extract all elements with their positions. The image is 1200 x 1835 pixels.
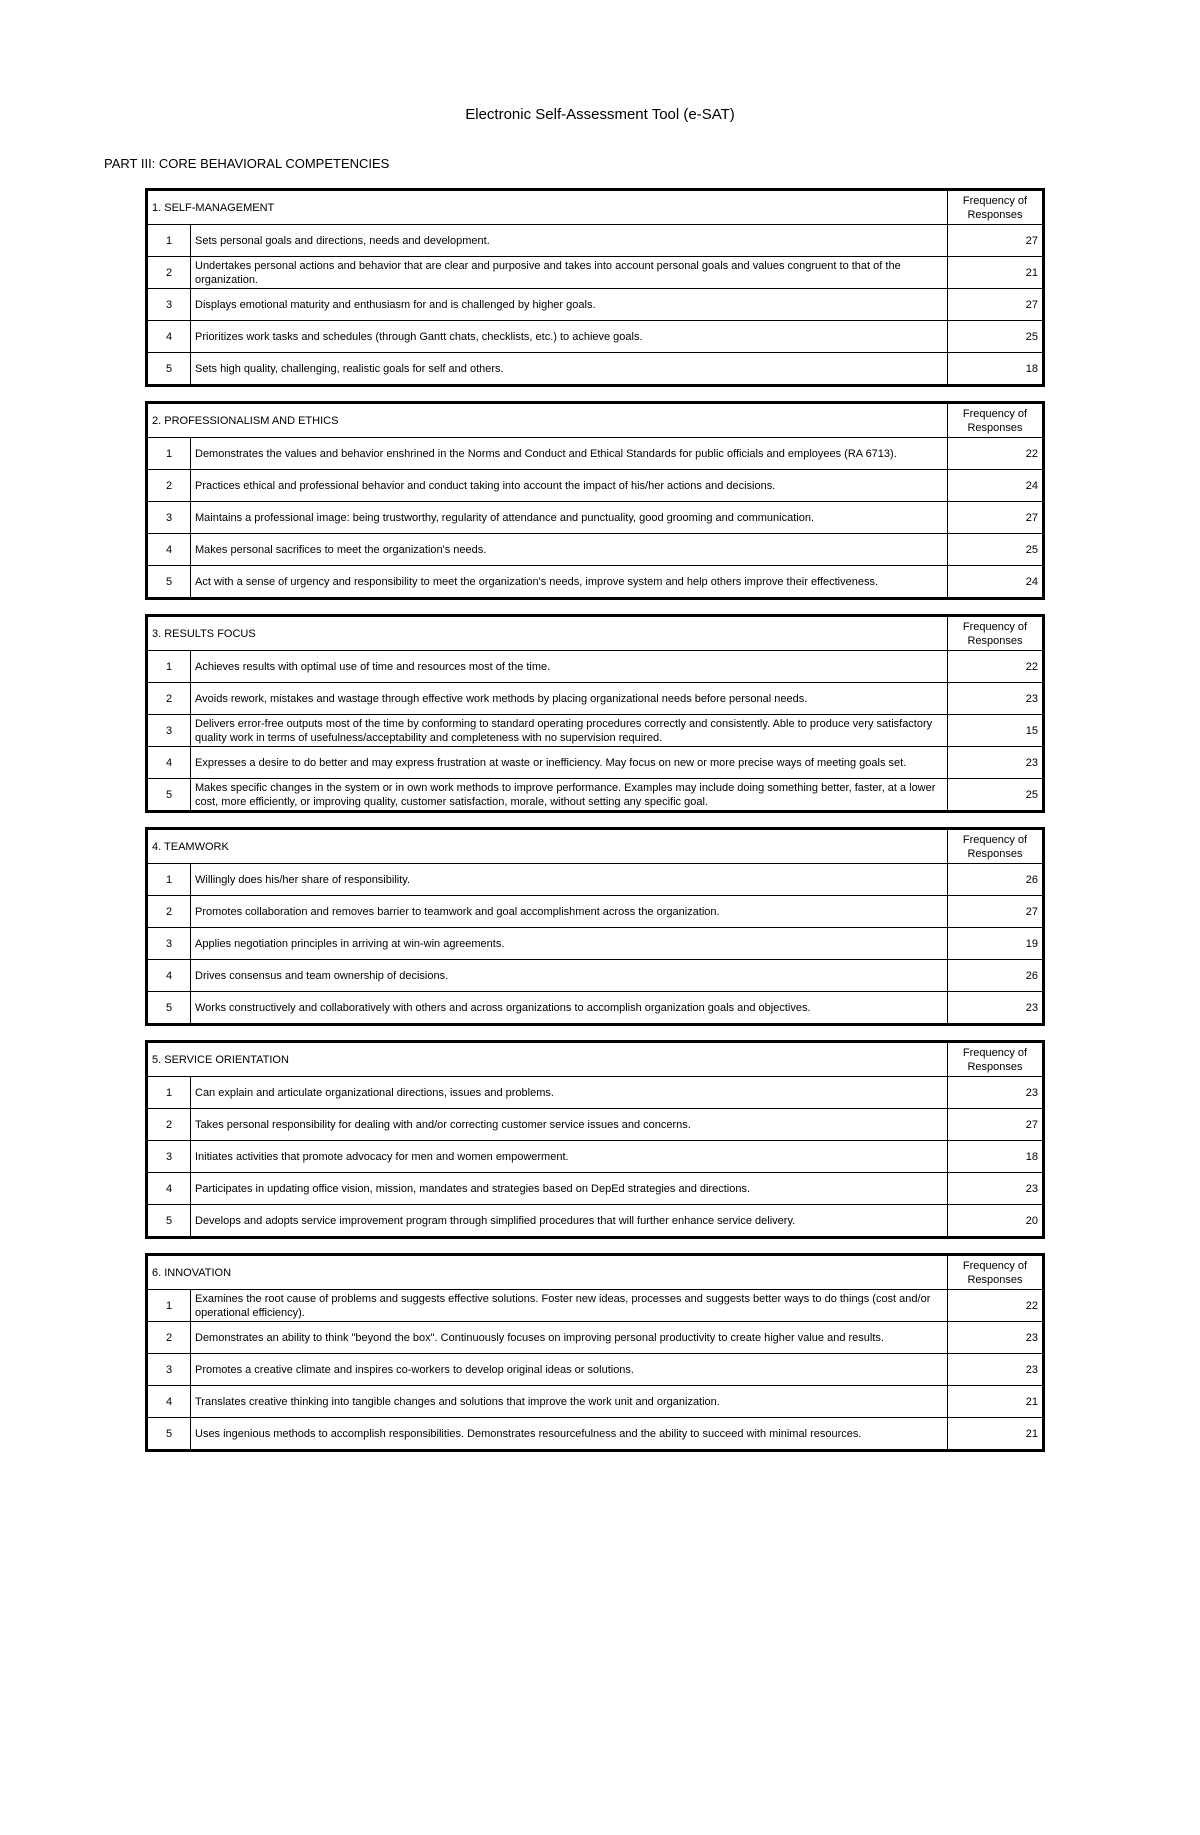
table-row	[147, 1077, 1044, 1109]
section-header-row	[147, 190, 1044, 225]
frequency-value: 23	[948, 1354, 1044, 1386]
item-number: 3	[147, 715, 191, 747]
item-statement: Takes personal responsibility for dealing with and/or correcting customer service issues and concerns.	[191, 1109, 948, 1141]
table-row	[147, 438, 1044, 470]
item-statement: Initiates activities that promote advocacy for men and women empowerment.	[191, 1141, 948, 1173]
item-statement: Displays emotional maturity and enthusiasm for and is challenged by higher goals.	[191, 289, 948, 321]
table-row	[147, 353, 1044, 386]
part-title: PART III: CORE BEHAVIORAL COMPETENCIES	[104, 156, 390, 171]
frequency-value: 18	[948, 1141, 1044, 1173]
frequency-value: 26	[948, 864, 1044, 896]
table-row	[147, 896, 1044, 928]
item-statement: Delivers error-free outputs most of the time by conforming to standard operating procedures correctly and consistently. Able to produce very satisfactory quality work in terms of usefulness/acceptability and completeness with no supervision required.	[191, 715, 948, 747]
competency-table	[145, 1253, 1045, 1452]
table-row	[147, 960, 1044, 992]
item-statement: Sets personal goals and directions, needs and development.	[191, 225, 948, 257]
frequency-header: Frequency of Responses	[948, 190, 1044, 225]
item-number: 4	[147, 321, 191, 353]
section-header-row	[147, 616, 1044, 651]
frequency-value: 23	[948, 1322, 1044, 1354]
table-row	[147, 1418, 1044, 1451]
item-number: 4	[147, 1173, 191, 1205]
item-statement: Applies negotiation principles in arriving at win-win agreements.	[191, 928, 948, 960]
item-number: 5	[147, 353, 191, 386]
item-number: 5	[147, 1205, 191, 1238]
section-header-row	[147, 829, 1044, 864]
item-number: 3	[147, 289, 191, 321]
table-row	[147, 289, 1044, 321]
item-statement: Makes personal sacrifices to meet the organization's needs.	[191, 534, 948, 566]
table-row	[147, 1290, 1044, 1322]
frequency-value: 27	[948, 502, 1044, 534]
item-statement: Participates in updating office vision, mission, mandates and strategies based on DepEd strategies and directions.	[191, 1173, 948, 1205]
item-statement: Sets high quality, challenging, realistic goals for self and others.	[191, 353, 948, 386]
item-number: 2	[147, 1322, 191, 1354]
item-statement: Willingly does his/her share of responsibility.	[191, 864, 948, 896]
item-number: 5	[147, 992, 191, 1025]
frequency-header: Frequency of Responses	[948, 1042, 1044, 1077]
frequency-value: 20	[948, 1205, 1044, 1238]
frequency-value: 25	[948, 779, 1044, 812]
frequency-header: Frequency of Responses	[948, 616, 1044, 651]
section-title: 3. RESULTS FOCUS	[147, 616, 948, 651]
frequency-value: 22	[948, 438, 1044, 470]
competency-sections	[145, 188, 1042, 1466]
item-number: 2	[147, 896, 191, 928]
item-number: 5	[147, 566, 191, 599]
item-number: 2	[147, 1109, 191, 1141]
competency-table	[145, 1040, 1045, 1239]
frequency-header: Frequency of Responses	[948, 829, 1044, 864]
item-statement: Works constructively and collaboratively with others and across organizations to accomplish organization goals and objectives.	[191, 992, 948, 1025]
frequency-value: 21	[948, 1386, 1044, 1418]
item-number: 4	[147, 1386, 191, 1418]
frequency-value: 23	[948, 683, 1044, 715]
frequency-value: 21	[948, 257, 1044, 289]
item-statement: Prioritizes work tasks and schedules (through Gantt chats, checklists, etc.) to achieve goals.	[191, 321, 948, 353]
frequency-value: 27	[948, 896, 1044, 928]
item-number: 2	[147, 257, 191, 289]
section-title: 1. SELF-MANAGEMENT	[147, 190, 948, 225]
item-statement: Undertakes personal actions and behavior that are clear and purposive and takes into account personal goals and values congruent to that of the organization.	[191, 257, 948, 289]
table-row	[147, 257, 1044, 289]
item-number: 1	[147, 1077, 191, 1109]
frequency-header: Frequency of Responses	[948, 403, 1044, 438]
table-row	[147, 683, 1044, 715]
table-row	[147, 1109, 1044, 1141]
item-statement: Achieves results with optimal use of time and resources most of the time.	[191, 651, 948, 683]
table-row	[147, 321, 1044, 353]
item-number: 3	[147, 1354, 191, 1386]
frequency-value: 27	[948, 225, 1044, 257]
item-statement: Drives consensus and team ownership of decisions.	[191, 960, 948, 992]
frequency-value: 24	[948, 566, 1044, 599]
table-row	[147, 502, 1044, 534]
item-number: 3	[147, 928, 191, 960]
table-row	[147, 928, 1044, 960]
table-row	[147, 1205, 1044, 1238]
frequency-header: Frequency of Responses	[948, 1255, 1044, 1290]
table-row	[147, 715, 1044, 747]
section-header-row	[147, 1255, 1044, 1290]
table-row	[147, 1386, 1044, 1418]
item-number: 4	[147, 960, 191, 992]
table-row	[147, 566, 1044, 599]
frequency-value: 25	[948, 321, 1044, 353]
item-statement: Act with a sense of urgency and responsibility to meet the organization's needs, improve system and help others improve their effectiveness.	[191, 566, 948, 599]
item-number: 1	[147, 651, 191, 683]
item-statement: Avoids rework, mistakes and wastage through effective work methods by placing organizational needs before personal needs.	[191, 683, 948, 715]
item-number: 4	[147, 747, 191, 779]
competency-table	[145, 827, 1045, 1026]
table-row	[147, 470, 1044, 502]
item-statement: Promotes collaboration and removes barrier to teamwork and goal accomplishment across the organization.	[191, 896, 948, 928]
item-number: 5	[147, 779, 191, 812]
item-statement: Uses ingenious methods to accomplish responsibilities. Demonstrates resourcefulness and the ability to succeed with minimal resources.	[191, 1418, 948, 1451]
frequency-value: 27	[948, 1109, 1044, 1141]
competency-table	[145, 188, 1045, 387]
frequency-value: 22	[948, 1290, 1044, 1322]
document-title: Electronic Self-Assessment Tool (e-SAT)	[465, 106, 735, 123]
section-header-row	[147, 403, 1044, 438]
item-number: 1	[147, 1290, 191, 1322]
frequency-value: 25	[948, 534, 1044, 566]
item-number: 1	[147, 864, 191, 896]
frequency-value: 23	[948, 1077, 1044, 1109]
competency-table	[145, 401, 1045, 600]
frequency-value: 23	[948, 1173, 1044, 1205]
item-statement: Makes specific changes in the system or in own work methods to improve performance. Examples may include doing something better, faster, at a lower cost, more efficiently, or improving quality, customer satisfaction, morale, without setting any specific goal.	[191, 779, 948, 812]
frequency-value: 19	[948, 928, 1044, 960]
item-number: 5	[147, 1418, 191, 1451]
section-title: 5. SERVICE ORIENTATION	[147, 1042, 948, 1077]
item-statement: Can explain and articulate organizational directions, issues and problems.	[191, 1077, 948, 1109]
item-statement: Examines the root cause of problems and suggests effective solutions. Foster new ideas, processes and suggests better ways to do things (cost and/or operational efficiency).	[191, 1290, 948, 1322]
table-row	[147, 1173, 1044, 1205]
section-header-row	[147, 1042, 1044, 1077]
table-row	[147, 779, 1044, 812]
table-row	[147, 651, 1044, 683]
table-row	[147, 747, 1044, 779]
frequency-value: 26	[948, 960, 1044, 992]
item-statement: Develops and adopts service improvement program through simplified procedures that will further enhance service delivery.	[191, 1205, 948, 1238]
item-statement: Demonstrates an ability to think "beyond the box". Continuously focuses on improving personal productivity to create higher value and results.	[191, 1322, 948, 1354]
frequency-value: 23	[948, 992, 1044, 1025]
section-title: 2. PROFESSIONALISM AND ETHICS	[147, 403, 948, 438]
item-number: 1	[147, 438, 191, 470]
item-number: 4	[147, 534, 191, 566]
section-title: 4. TEAMWORK	[147, 829, 948, 864]
item-statement: Maintains a professional image: being trustworthy, regularity of attendance and punctuality, good grooming and communication.	[191, 502, 948, 534]
item-number: 2	[147, 683, 191, 715]
frequency-value: 22	[948, 651, 1044, 683]
competency-table	[145, 614, 1045, 813]
frequency-value: 23	[948, 747, 1044, 779]
table-row	[147, 992, 1044, 1025]
frequency-value: 21	[948, 1418, 1044, 1451]
item-statement: Demonstrates the values and behavior enshrined in the Norms and Conduct and Ethical Standards for public officials and employees (RA 6713).	[191, 438, 948, 470]
table-row	[147, 225, 1044, 257]
table-row	[147, 1354, 1044, 1386]
section-title: 6. INNOVATION	[147, 1255, 948, 1290]
frequency-value: 27	[948, 289, 1044, 321]
frequency-value: 15	[948, 715, 1044, 747]
table-row	[147, 1322, 1044, 1354]
item-statement: Promotes a creative climate and inspires co-workers to develop original ideas or solutions.	[191, 1354, 948, 1386]
item-statement: Practices ethical and professional behavior and conduct taking into account the impact of his/her actions and decisions.	[191, 470, 948, 502]
item-number: 3	[147, 502, 191, 534]
item-number: 3	[147, 1141, 191, 1173]
item-statement: Expresses a desire to do better and may express frustration at waste or inefficiency. May focus on new or more precise ways of meeting goals set.	[191, 747, 948, 779]
frequency-value: 24	[948, 470, 1044, 502]
table-row	[147, 1141, 1044, 1173]
frequency-value: 18	[948, 353, 1044, 386]
table-row	[147, 864, 1044, 896]
item-number: 1	[147, 225, 191, 257]
item-number: 2	[147, 470, 191, 502]
table-row	[147, 534, 1044, 566]
item-statement: Translates creative thinking into tangible changes and solutions that improve the work unit and organization.	[191, 1386, 948, 1418]
